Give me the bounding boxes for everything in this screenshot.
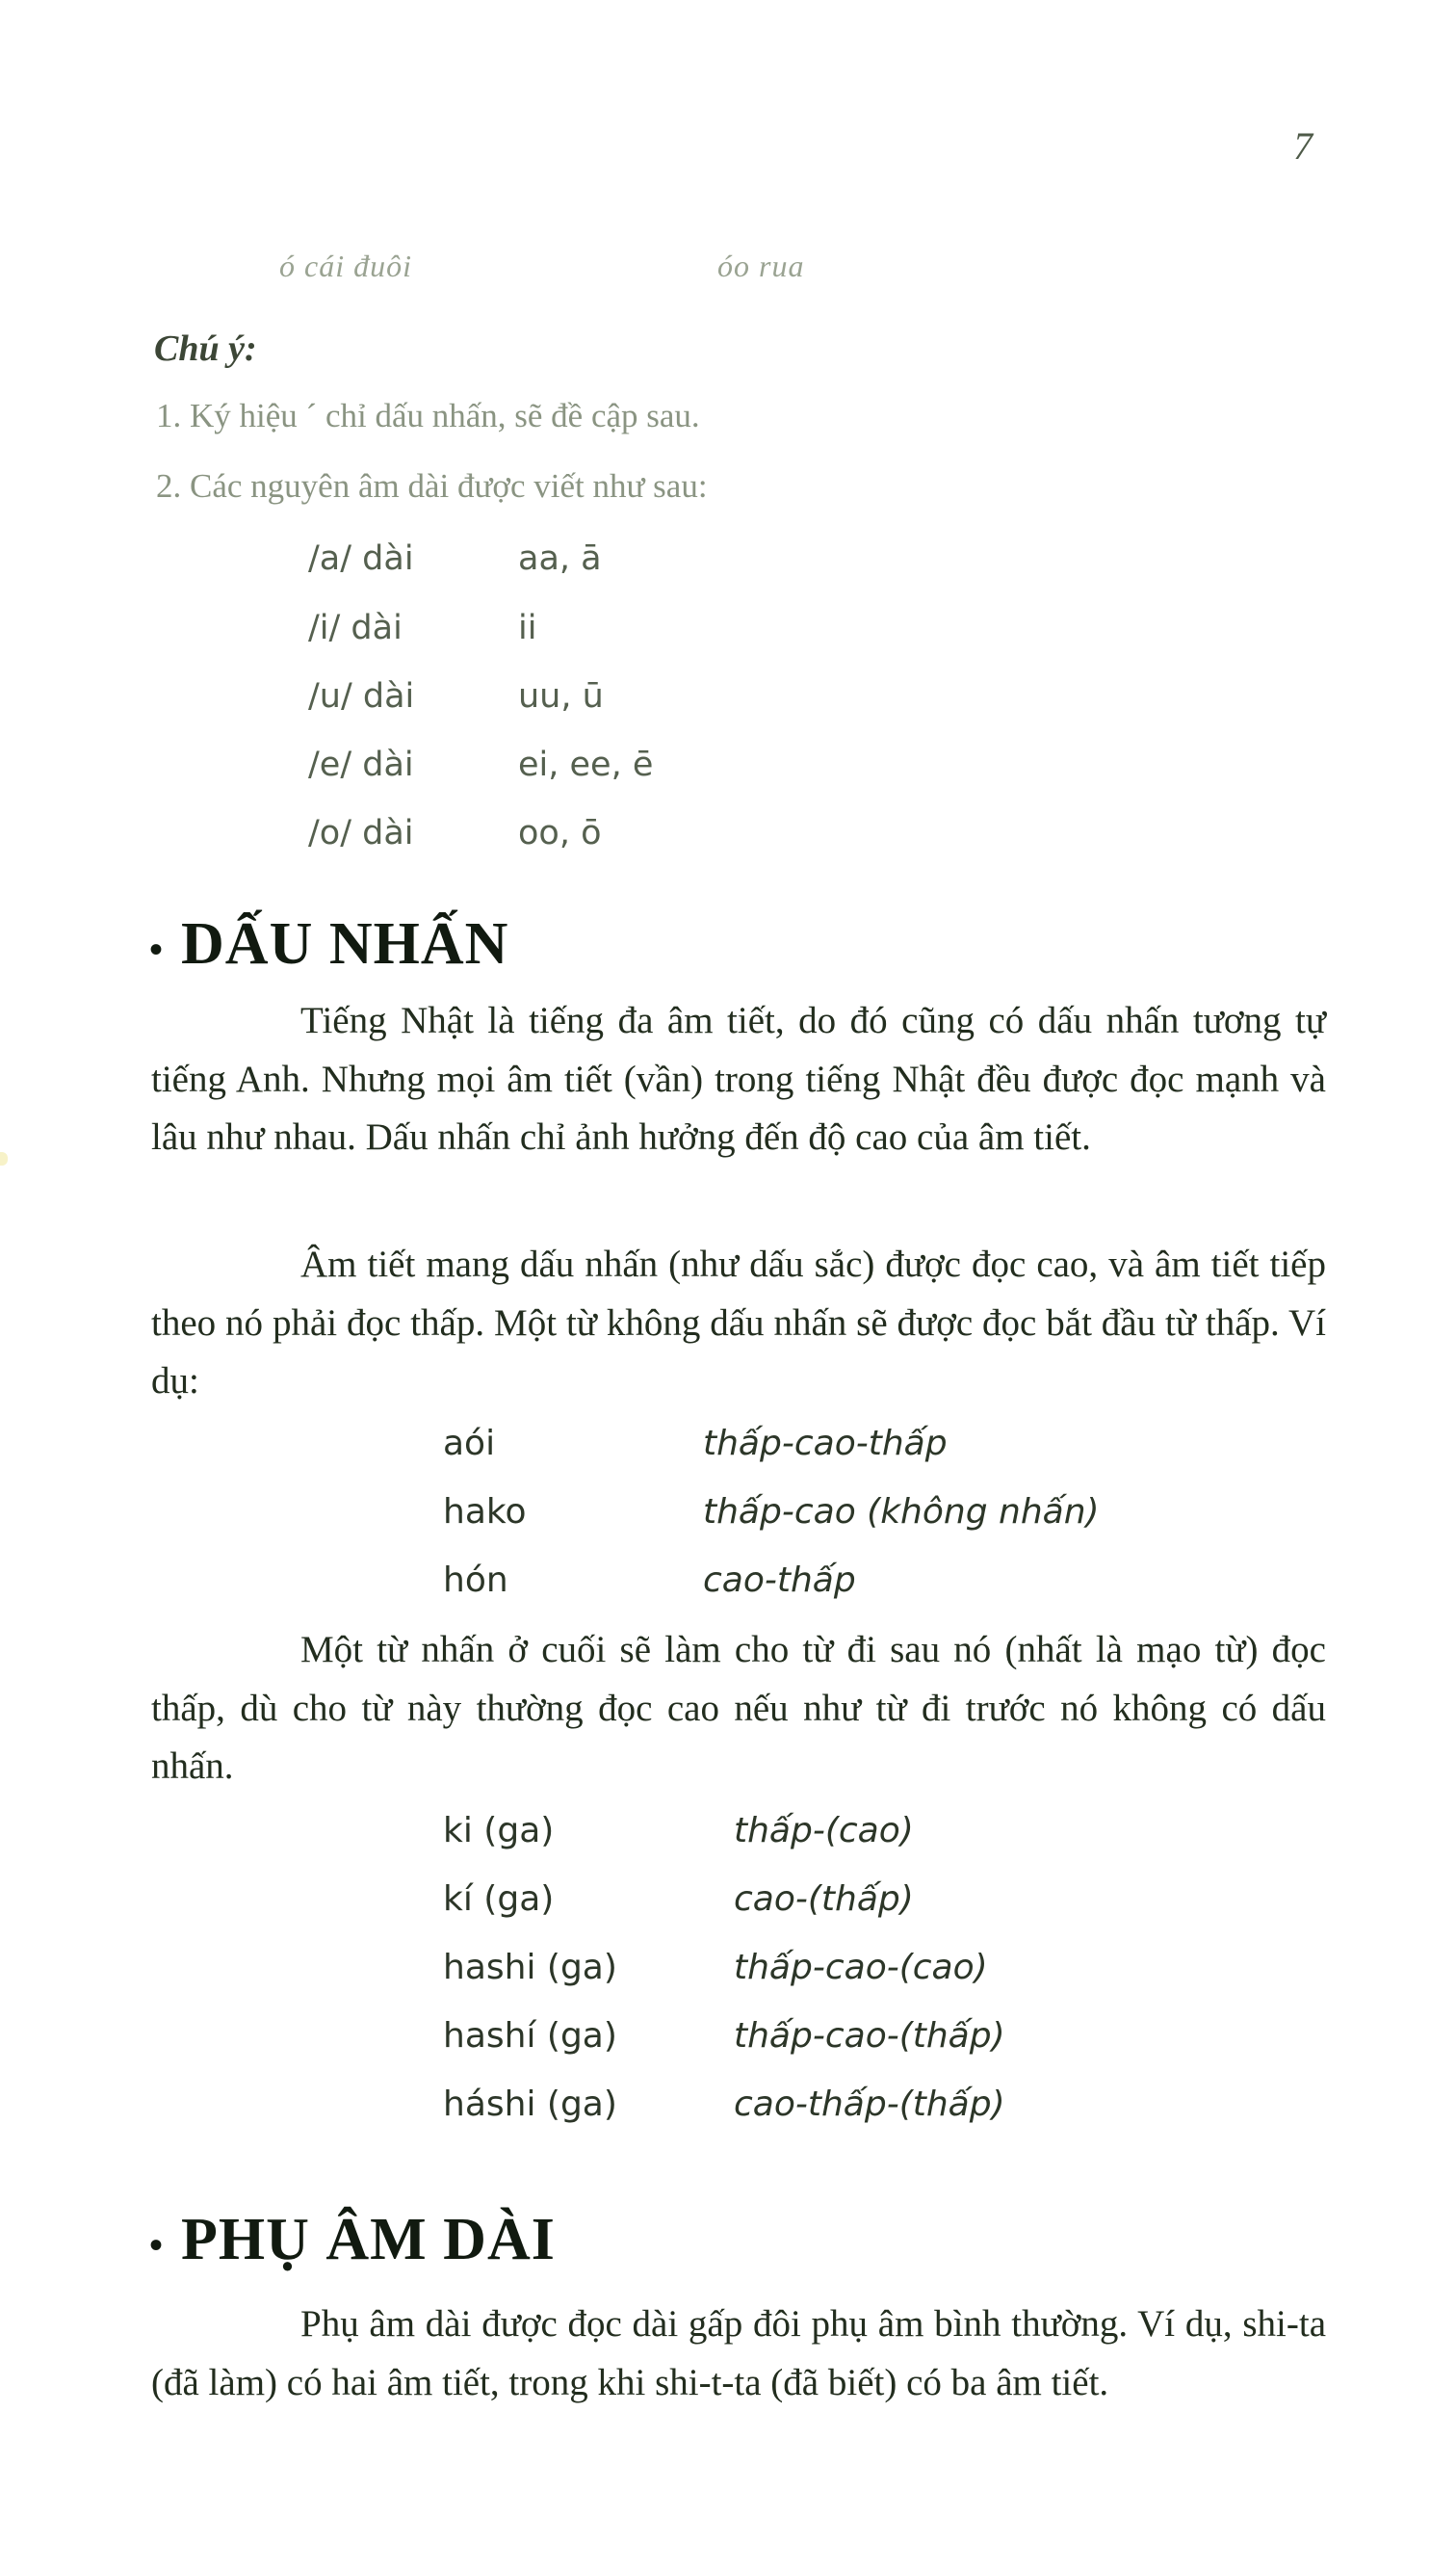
long-vowel-label: /a/ dài bbox=[308, 539, 414, 578]
example-pitch: cao-(thấp) bbox=[734, 1879, 914, 1919]
example-pitch: thấp-cao-(thấp) bbox=[734, 2016, 1005, 2056]
example-word: kí (ga) bbox=[443, 1879, 555, 1919]
example-pitch: thấp-cao-(cao) bbox=[734, 1948, 988, 1987]
example-word: ki (ga) bbox=[443, 1811, 555, 1850]
heading-text: PHỤ ÂM DÀI bbox=[181, 2207, 556, 2272]
example-word: hón bbox=[443, 1560, 508, 1600]
section-heading-accent bbox=[149, 910, 508, 979]
example-word: háshi (ga) bbox=[443, 2085, 617, 2124]
faded-text-left: ó cái đuôi bbox=[279, 249, 412, 283]
long-vowel-spelling: aa, ā bbox=[518, 539, 602, 578]
example-word: hashí (ga) bbox=[443, 2016, 617, 2056]
paragraph-accent-1: Tiếng Nhật là tiếng đa âm tiết, do đó cũng có dấu nhấn tương tự tiếng Anh. Nhưng mọi âm tiết (vần) trong tiếng Nhật đều được đọc mạnh và lâu như nhau. Dấu nhấn chỉ ảnh hưởng đến độ cao của âm tiết. bbox=[151, 1000, 1326, 1158]
notes-title: Chú ý: bbox=[154, 328, 257, 369]
long-vowel-spelling: ei, ee, ē bbox=[518, 746, 654, 784]
section-heading-long-consonant bbox=[149, 2206, 556, 2274]
note-item-1: 1. Ký hiệu ´ chỉ dấu nhấn, sẽ đề cập sau. bbox=[156, 397, 700, 434]
long-vowel-spelling: oo, ō bbox=[518, 814, 602, 852]
bullet-icon: • bbox=[149, 2223, 165, 2268]
long-vowel-spelling: uu, ū bbox=[518, 677, 604, 716]
example-word: aói bbox=[443, 1424, 496, 1463]
heading-text: DẤU NHẤN bbox=[181, 911, 509, 977]
faded-text-right: óo rua bbox=[717, 249, 805, 283]
long-vowel-spelling: ii bbox=[518, 609, 537, 647]
long-vowel-label: /u/ dài bbox=[308, 677, 415, 716]
long-vowel-label: /e/ dài bbox=[308, 746, 414, 784]
page-number: 7 bbox=[1293, 124, 1313, 168]
example-pitch: cao-thấp-(thấp) bbox=[734, 2085, 1005, 2124]
example-word: hako bbox=[443, 1492, 527, 1532]
bullet-icon: • bbox=[149, 928, 165, 972]
long-vowel-label: /o/ dài bbox=[308, 814, 414, 852]
paragraph-accent-3: Một từ nhấn ở cuối sẽ làm cho từ đi sau nó (nhất là mạo từ) đọc thấp, dù cho từ này thường đọc cao nếu như từ đi trước nó không có dấu nhấn. bbox=[151, 1629, 1326, 1787]
example-pitch: thấp-(cao) bbox=[734, 1811, 914, 1850]
paragraph-accent-2: Âm tiết mang dấu nhấn (như dấu sắc) được đọc cao, và âm tiết tiếp theo nó phải đọc thấp. Một từ không dấu nhấn sẽ được đọc bắt đầu từ thấp. Ví dụ: bbox=[151, 1244, 1326, 1402]
example-pitch: cao-thấp bbox=[703, 1560, 856, 1600]
long-vowel-label: /i/ dài bbox=[308, 609, 403, 647]
example-word: hashi (ga) bbox=[443, 1948, 617, 1987]
scan-mark bbox=[0, 1152, 8, 1166]
paragraph-long-consonant: Phụ âm dài được đọc dài gấp đôi phụ âm bình thường. Ví dụ, shi-ta (đã làm) có hai âm tiết, trong khi shi-t-ta (đã biết) có ba âm tiết. bbox=[151, 2303, 1326, 2403]
example-pitch: thấp-cao (không nhấn) bbox=[703, 1492, 1100, 1532]
note-item-2: 2. Các nguyên âm dài được viết như sau: bbox=[156, 467, 708, 505]
example-pitch: thấp-cao-thấp bbox=[703, 1424, 948, 1463]
